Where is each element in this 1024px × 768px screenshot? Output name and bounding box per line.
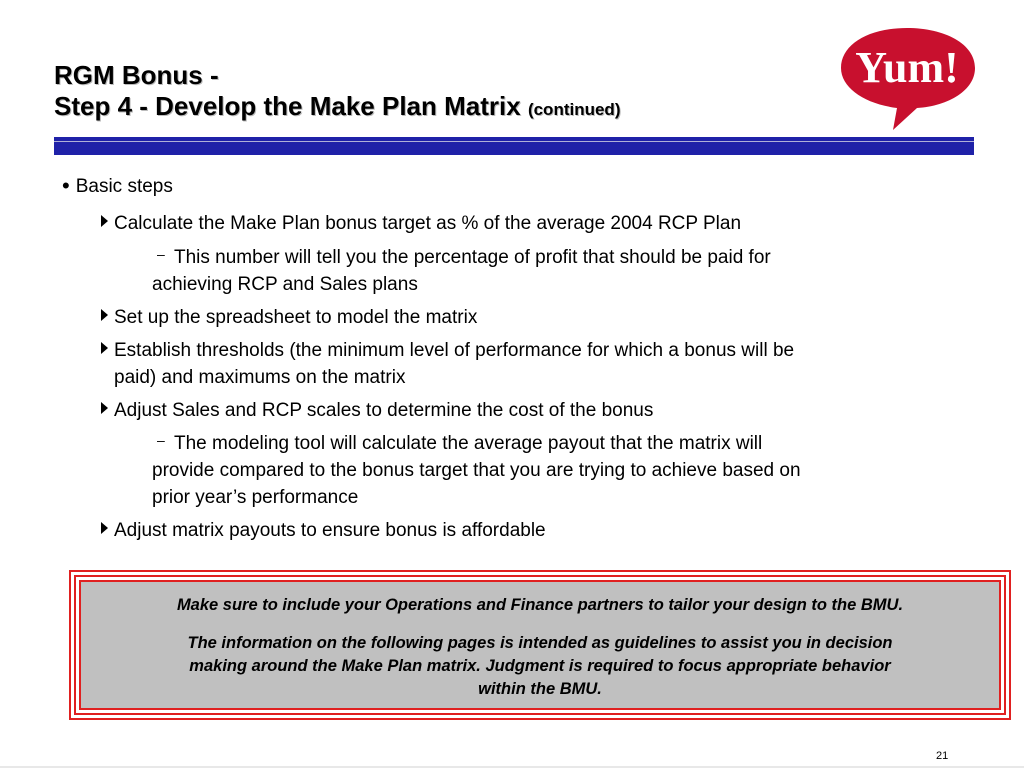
step-item [101,517,951,544]
title-suffix: (continued) [527,100,621,119]
step-item [101,304,951,331]
callout-line-3: making around the Make Plan matrix. Judgment is required to focus appropriate behavior [189,657,891,675]
step-text: Adjust matrix payouts to ensure bonus is affordable [114,520,546,541]
page-number: 21 [936,750,949,762]
bullet-text: Basic steps [75,176,173,197]
step-text: Adjust Sales and RCP scales to determine the cost of the bonus [114,400,654,421]
callout-line-4: within the BMU. [478,680,602,698]
callout-panel [79,580,1001,710]
callout-border [74,575,1006,715]
arrow-bullet-icon [101,522,108,534]
step-text: Establish thresholds (the minimum level of performance for which a bonus will be [114,340,795,361]
dash-bullet-icon: – [157,246,165,262]
bullet-dot-icon: • [62,173,70,198]
sub-item [152,430,942,511]
dash-bullet-icon: – [157,432,165,448]
callout-line-2: The information on the following pages is intended as guidelines to assist you in decision [187,634,893,652]
title-line-1: RGM Bonus - [54,60,219,90]
sub-text-cont: provide compared to the bonus target that you are trying to achieve based on [152,460,801,481]
title-main: Step 4 - Develop the Make Plan Matrix [54,91,521,121]
step-text: Set up the spreadsheet to model the matrix [114,307,478,328]
callout-box [69,570,1011,720]
arrow-bullet-icon [101,215,108,227]
step-item [101,397,951,424]
logo-text: Yum! [855,43,959,92]
sub-text-cont: achieving RCP and Sales plans [152,274,418,295]
step-item [101,337,951,391]
step-text-cont: paid) and maximums on the matrix [114,367,406,388]
sub-text: This number will tell you the percentage of profit that should be paid for [174,247,771,268]
bullet-basic-steps [62,173,173,199]
sub-text-cont2: prior year’s performance [152,487,359,508]
sub-item [152,244,942,298]
step-text: Calculate the Make Plan bonus target as % of the average 2004 RCP Plan [114,213,742,234]
arrow-bullet-icon [101,309,108,321]
step-item [101,210,951,237]
arrow-bullet-icon [101,342,108,354]
arrow-bullet-icon [101,402,108,414]
sub-text: The modeling tool will calculate the average payout that the matrix will [174,433,763,454]
callout-line-1: Make sure to include your Operations and Finance partners to tailor your design to the BMU. [176,596,904,614]
